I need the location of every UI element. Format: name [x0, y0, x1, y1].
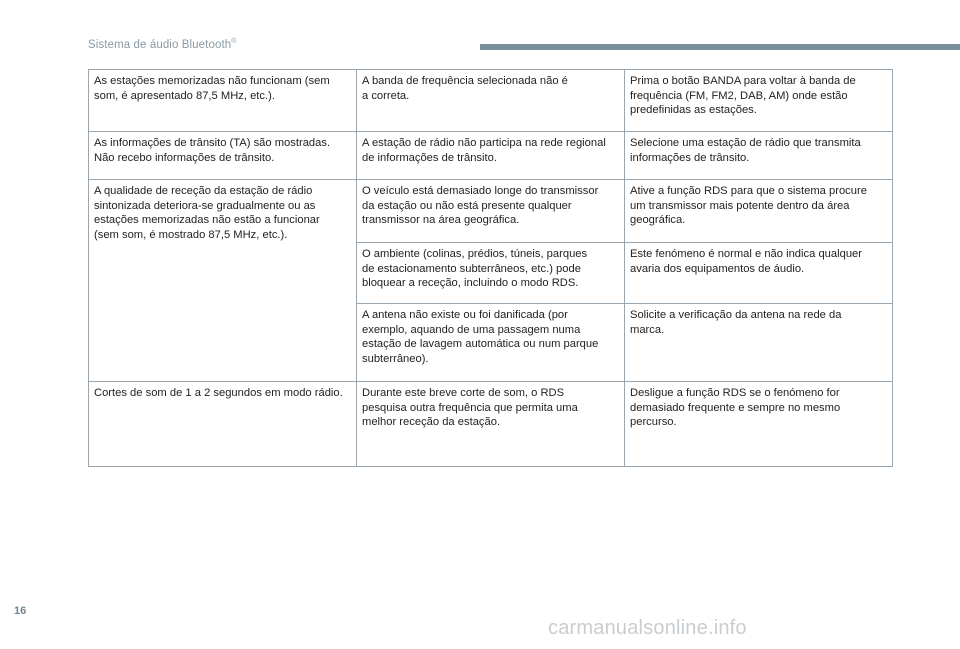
solution-text: Este fenómeno é normal e não indica qualquer avaria dos equipamentos de áudio.	[630, 248, 862, 275]
solution-text: Prima o botão BANDA para voltar à banda de frequência (FM, FM2, DAB, AM) onde estão predefinidas as estações.	[630, 75, 856, 117]
solution-cell	[625, 382, 893, 467]
cause-cell	[357, 243, 625, 304]
solution-text: Desligue a função RDS se o fenómeno for demasiado frequente e sempre no mesmo percurso.	[630, 387, 841, 429]
cause-cell	[357, 70, 625, 132]
section-title	[88, 38, 237, 51]
cause-text: O ambiente (colinas, prédios, túneis, parques de estacionamento subterrâneos, etc.) pode bloquear a receção, incluindo o modo RDS.	[362, 248, 588, 290]
table-row	[89, 180, 893, 243]
table-row	[89, 70, 893, 132]
page-number: 16	[14, 605, 27, 617]
cause-text: Durante este breve corte de som, o RDS pesquisa outra frequência que permita uma melhor receção da estação.	[362, 387, 578, 429]
problem-text: A qualidade de receção da estação de rádio sintonizada deteriora-se gradualmente ou as estações memorizadas não estão a funcionar (sem som, é mostrado 87,5 MHz, etc.).	[94, 185, 320, 241]
problem-cell	[89, 382, 357, 467]
problem-text: As informações de trânsito (TA) são mostradas. Não recebo informações de trânsito.	[94, 137, 331, 164]
solution-text: Solicite a verificação da antena na rede da marca.	[630, 309, 842, 336]
problem-cell	[89, 132, 357, 180]
problem-text: As estações memorizadas não funcionam (sem som, é apresentado 87,5 MHz, etc.).	[94, 75, 330, 102]
problem-cell	[89, 70, 357, 132]
cause-cell	[357, 304, 625, 382]
solution-cell	[625, 180, 893, 243]
solution-cell	[625, 304, 893, 382]
table-row	[89, 382, 893, 467]
solution-cell	[625, 70, 893, 132]
header-bar	[480, 44, 960, 50]
solution-text: Ative a função RDS para que o sistema procure um transmissor mais potente dentro da área geográfica.	[630, 185, 867, 227]
troubleshooting-table	[88, 69, 893, 467]
cause-text: O veículo está demasiado longe do transmissor da estação ou não está presente qualquer transmissor na área geográfica.	[362, 185, 599, 227]
problem-text: Cortes de som de 1 a 2 segundos em modo rádio.	[94, 387, 343, 399]
cause-cell	[357, 382, 625, 467]
section-title-text: Sistema de áudio Bluetooth	[88, 38, 232, 51]
cause-text: A estação de rádio não participa na rede regional de informações de trânsito.	[362, 137, 606, 164]
problem-cell	[89, 180, 357, 382]
watermark: carmanualsonline.info	[548, 617, 747, 639]
table-row	[89, 132, 893, 180]
cause-cell	[357, 132, 625, 180]
solution-text: Selecione uma estação de rádio que transmita informações de trânsito.	[630, 137, 861, 164]
cause-cell	[357, 180, 625, 243]
solution-cell	[625, 132, 893, 180]
registered-mark: ®	[231, 38, 237, 45]
cause-text: A antena não existe ou foi danificada (por exemplo, aquando de uma passagem numa estação de lavagem automática ou num parque subterrâneo).	[362, 309, 599, 365]
solution-cell	[625, 243, 893, 304]
cause-text: A banda de frequência selecionada não é a correta.	[362, 75, 568, 102]
